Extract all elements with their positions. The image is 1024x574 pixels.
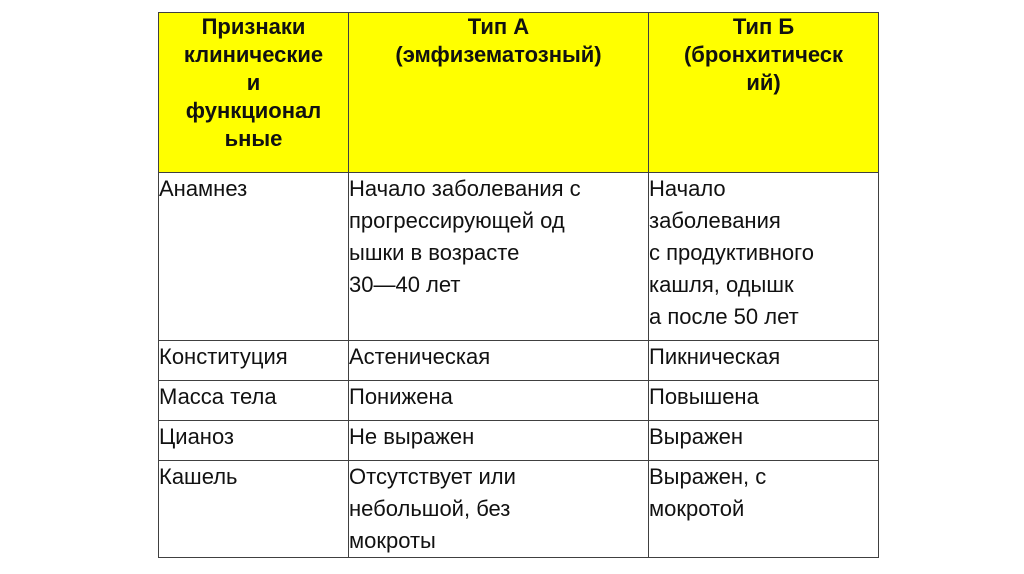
comparison-table — [158, 12, 879, 558]
feature-cell — [159, 341, 349, 381]
type-b-cell — [649, 461, 879, 558]
feature-label: Кашель — [159, 464, 238, 489]
header-row — [159, 13, 879, 173]
table-row — [159, 421, 879, 461]
type-a-value: Астеническая — [349, 344, 491, 369]
header-type-b-label: Тип Б (бронхитическ ий) — [683, 14, 844, 95]
type-b-value: Начало заболевания с продуктивного кашля, одышк а после 50 лет — [649, 176, 814, 329]
table-row — [159, 341, 879, 381]
header-type-a — [349, 13, 649, 173]
feature-cell — [159, 173, 349, 341]
type-a-value: Отсутствует или небольшой, без мокроты — [349, 464, 516, 553]
feature-label: Цианоз — [159, 424, 235, 449]
type-a-cell — [349, 173, 649, 341]
type-b-value: Выражен, с мокротой — [649, 464, 767, 521]
type-a-cell — [349, 381, 649, 421]
feature-label: Конституция — [159, 344, 288, 369]
type-a-value: Начало заболевания с прогрессирующей од ышки в возрасте 30—40 лет — [349, 176, 581, 297]
table-row — [159, 381, 879, 421]
type-a-cell — [349, 341, 649, 381]
header-type-a-label: Тип А (эмфизематозный) — [395, 14, 602, 67]
table-row — [159, 461, 879, 558]
header-features-label: Признаки клинические и функционал ьные — [183, 14, 324, 151]
feature-label: Масса тела — [159, 384, 277, 409]
type-b-cell — [649, 173, 879, 341]
feature-cell — [159, 381, 349, 421]
type-a-cell — [349, 461, 649, 558]
feature-label: Анамнез — [159, 176, 248, 201]
feature-cell — [159, 461, 349, 558]
type-a-cell — [349, 421, 649, 461]
feature-cell — [159, 421, 349, 461]
type-b-cell — [649, 341, 879, 381]
type-b-value: Пикническая — [649, 344, 781, 369]
type-b-cell — [649, 381, 879, 421]
type-b-cell — [649, 421, 879, 461]
type-a-value: Не выражен — [349, 424, 475, 449]
header-features — [159, 13, 349, 173]
type-a-value: Понижена — [349, 384, 453, 409]
table-row — [159, 173, 879, 341]
type-b-value: Повышена — [649, 384, 759, 409]
header-type-b — [649, 13, 879, 173]
type-b-value: Выражен — [649, 424, 744, 449]
